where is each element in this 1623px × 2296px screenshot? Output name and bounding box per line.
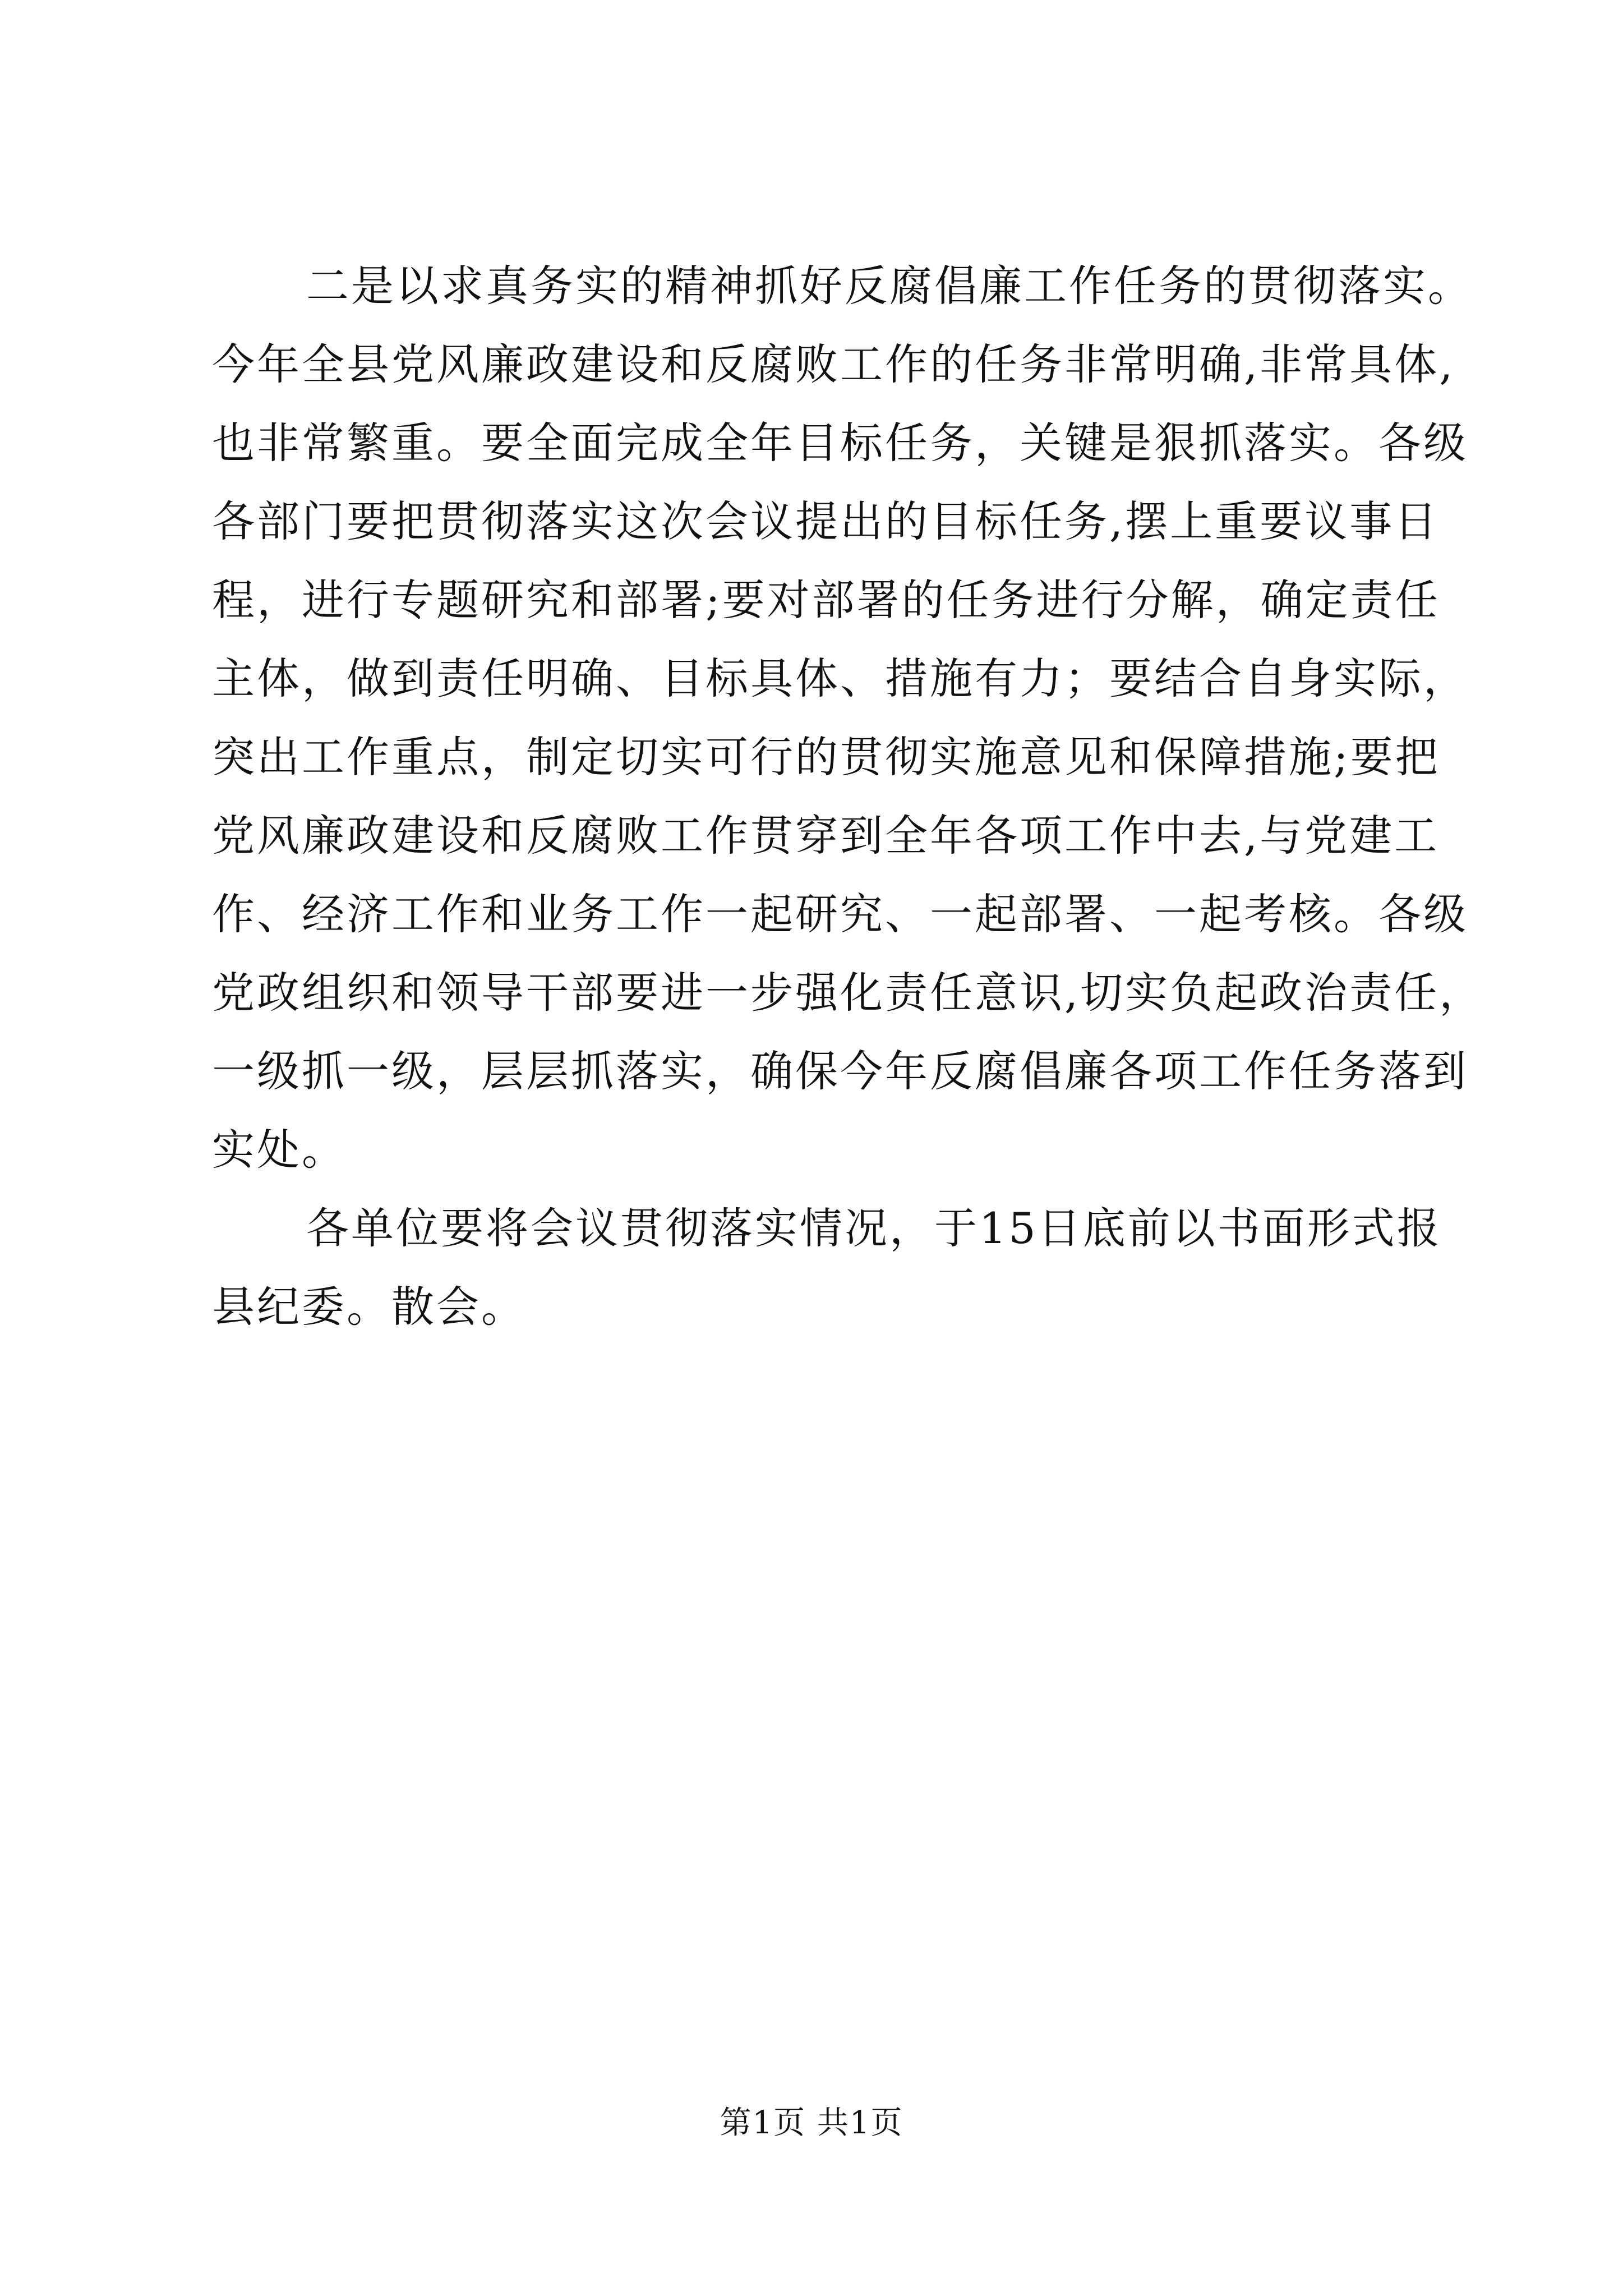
text-line: 各单位要将会议贯彻落实情况，于15日底前以书面形式报 [306, 1203, 1442, 1253]
text-line: 二是以求真务实的精神抓好反腐倡廉工作任务的贯彻落实。 [306, 261, 1473, 311]
text-line: 主体，做到责任明确、目标具体、措施有力；要结合自身实际， [212, 654, 1468, 703]
text-line: 今年全县党风廉政建设和反腐败工作的任务非常明确,非常具体, [212, 339, 1455, 389]
text-line: 党政组织和领导干部要进一步强化责任意识,切实负起政治责任， [212, 968, 1484, 1018]
text-line: 程，进行专题研究和部署;要对部署的任务进行分解，确定责任 [212, 575, 1440, 625]
text-line: 各部门要把贯彻落实这次会议提出的目标任务,摆上重要议事日 [212, 496, 1440, 546]
paragraph-1 [212, 247, 1484, 1189]
page-footer: 第1页 共1页 [720, 2105, 903, 2141]
text-line: 县纪委。散会。 [212, 1282, 526, 1332]
text-line: 突出工作重点，制定切实可行的贯彻实施意见和保障措施;要把 [212, 732, 1440, 782]
text-line: 也非常繁重。要全面完成全年目标任务，关键是狠抓落实。各级 [212, 418, 1468, 468]
paragraph-2 [212, 1189, 1442, 1346]
text-line: 一级抓一级，层层抓落实，确保今年反腐倡廉各项工作任务落到 [212, 1046, 1468, 1096]
text-line: 实处。 [212, 1125, 347, 1175]
text-line: 作、经济工作和业务工作一起研究、一起部署、一起考核。各级 [212, 889, 1468, 939]
document-body [212, 247, 1484, 1346]
text-line: 党风廉政建设和反腐败工作贯穿到全年各项工作中去,与党建工 [212, 811, 1440, 861]
